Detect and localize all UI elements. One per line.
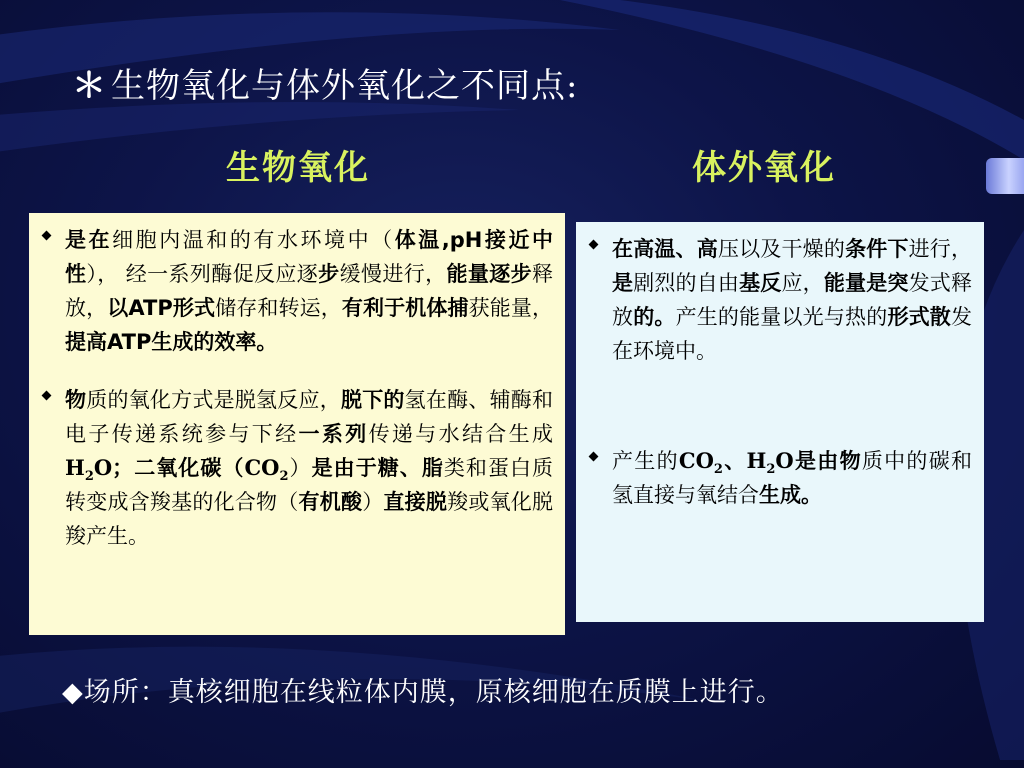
slide-title [72, 58, 578, 107]
title-marker: ＊ [72, 66, 107, 106]
right-paragraph-1 [590, 232, 972, 368]
text-segment: ） [288, 456, 312, 480]
text-segment: 有机酸 [298, 490, 363, 514]
text-segment: 发在环境中。 [612, 305, 972, 363]
text-segment: 生成。 [759, 483, 822, 507]
text-segment: 是由物 [793, 449, 862, 473]
bullet-diamond-icon [589, 240, 599, 250]
text-segment: 压以及干燥的 [717, 237, 846, 261]
right-paragraph-2 [590, 444, 972, 512]
text-segment: 以ATP形式 [107, 296, 216, 320]
location-text: 场所：真核细胞在线粒体内膜，原核细胞在质膜上进行。 [83, 677, 784, 708]
text-segment: 是在 [65, 228, 113, 252]
text-segment: 应， [781, 271, 824, 295]
text-segment: 、H [722, 448, 767, 473]
text-segment: 有利于机体捕 [341, 296, 469, 320]
text-segment: 是由于糖、脂 [311, 456, 444, 480]
bullet-diamond-icon [42, 391, 52, 401]
text-segment: 进行， [908, 237, 972, 261]
text-segment: O； [93, 455, 134, 480]
side-tab-decoration [986, 158, 1024, 194]
text-segment: 产生的 [612, 449, 679, 473]
subscript: 2 [766, 462, 776, 478]
text-segment: 直接脱 [383, 490, 448, 514]
co2-formula [222, 455, 289, 485]
text-segment: 是 [612, 271, 634, 295]
text-segment: 产生的能量以光与热的 [675, 305, 888, 329]
text-segment: 能量逐步 [446, 262, 533, 286]
text-segment: 条件下 [845, 237, 909, 261]
subscript: 2 [84, 469, 94, 485]
text-segment: 获能量， [468, 296, 554, 320]
water-formula [65, 455, 134, 485]
bullet-diamond-icon [42, 231, 52, 241]
text-segment: 物 [65, 388, 87, 412]
text-segment: 缓慢进行， [339, 262, 447, 286]
text-segment: 能量是突 [823, 271, 909, 295]
diamond-bullet-icon: ◆ [62, 677, 84, 708]
text-segment: 发式释放 [612, 271, 972, 329]
text-segment: 羧或氧化脱羧产生。 [65, 490, 554, 548]
text-segment: 提高ATP生成的效率。 [65, 330, 278, 354]
text-segment: 细胞内温和的有水环境中（ [112, 228, 395, 252]
text-segment: 传递与水结合生成 [368, 422, 554, 446]
text-segment: H [65, 455, 85, 480]
location-note [62, 670, 784, 709]
left-paragraph-2 [43, 383, 553, 553]
text-segment: pH接近中性 [65, 228, 554, 286]
left-paragraph-1 [43, 223, 553, 359]
bullet-diamond-icon [589, 452, 599, 462]
text-segment: CO [678, 448, 714, 473]
text-segment: 体温, [394, 228, 450, 252]
text-segment: 基反 [739, 271, 782, 295]
text-segment: 形式散 [887, 305, 951, 329]
text-segment: 储存和转运， [215, 296, 342, 320]
text-segment: ） [362, 490, 384, 514]
text-segment: 剧烈的自由 [633, 271, 740, 295]
text-segment: 释放， [65, 262, 554, 320]
text-segment: （CO [222, 455, 280, 480]
text-segment: 的。 [633, 305, 676, 329]
text-segment: 步 [318, 262, 340, 286]
subscript: 2 [279, 469, 289, 485]
text-segment: 质的氧化方式是脱氢反应， [86, 388, 341, 412]
title-text: 生物氧化与体外氧化之不同点: [111, 66, 579, 106]
text-segment: 质中的碳和氢直接与氧结合 [612, 449, 973, 507]
text-segment: 类和蛋白质转变成含羧基的化合物（ [65, 456, 554, 514]
right-column-heading: 体外氧化 [692, 148, 836, 188]
text-segment: 脱下的 [340, 388, 405, 412]
co2-h2o-formula [678, 448, 794, 478]
biological-oxidation-box [29, 213, 565, 635]
text-segment: 二氧化碳 [133, 456, 223, 480]
left-column-heading: 生物氧化 [226, 148, 370, 188]
text-segment: 氢在酶、辅酶和电子传递系统参与下经 [65, 388, 554, 446]
text-segment: 一系列 [298, 422, 369, 446]
text-segment: ）， 经一系列酶促反应逐 [86, 262, 319, 286]
subscript: 2 [713, 462, 723, 478]
text-segment: O [775, 448, 794, 473]
text-segment: 在高温、高 [612, 237, 718, 261]
in-vitro-oxidation-box [576, 222, 984, 622]
